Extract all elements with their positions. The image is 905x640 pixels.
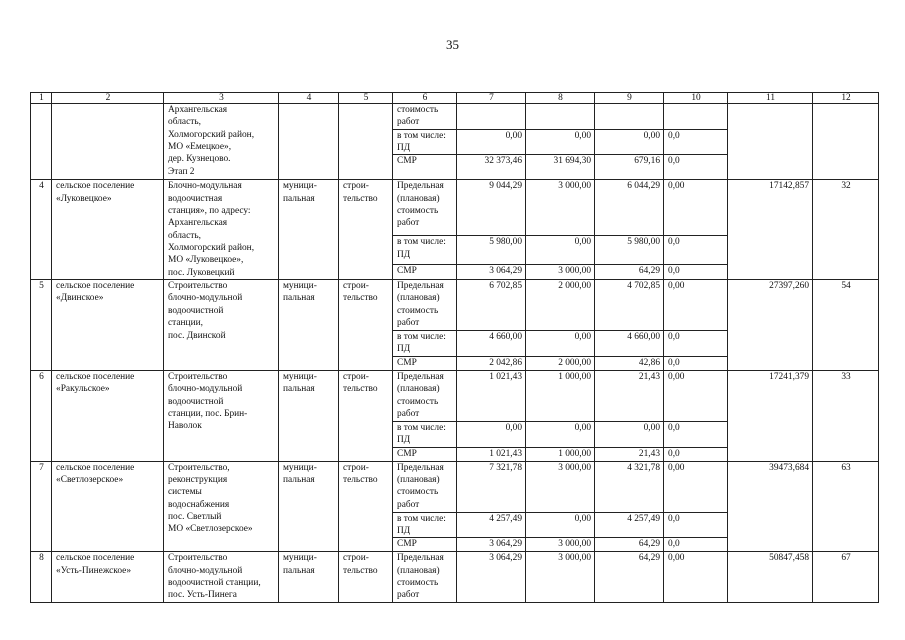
object-cell: Архангельская область, Холмогорский район, МО «Емецкое», дер. Кузнецово. Этап 2	[164, 104, 279, 180]
capacity-cell: 33	[813, 370, 879, 461]
cost-label-cell: в том числе: ПД	[393, 331, 457, 357]
value-cell: 4 702,85	[595, 280, 664, 331]
header-cell: 2	[52, 93, 164, 104]
object-cell: Строительство, реконструкция системы водоснабжения пос. Светлый МО «Светлозерское»	[164, 461, 279, 552]
value-cell: 679,16	[595, 155, 664, 180]
table-row	[31, 370, 879, 421]
work-type-cell: строи- тельство	[339, 180, 393, 280]
settlement-cell: сельское поселение «Двинское»	[52, 280, 164, 371]
cost-label-cell: СМР	[393, 264, 457, 279]
value-cell: 3 000,00	[526, 180, 595, 236]
table-row	[31, 461, 879, 512]
value-cell: 64,29	[595, 552, 664, 603]
value-cell: 3 064,29	[457, 552, 526, 603]
settlement-cell: сельское поселение «Ракульское»	[52, 370, 164, 461]
cost-label-cell: в том числе: ПД	[393, 236, 457, 264]
value-cell: 0,0	[664, 421, 728, 447]
value-cell: 4 257,49	[457, 512, 526, 538]
value-cell: 0,0	[664, 331, 728, 357]
work-type-cell: строи- тельство	[339, 552, 393, 603]
value-cell: 6 702,85	[457, 280, 526, 331]
value-cell: 1 021,43	[457, 370, 526, 421]
value-cell: 4 257,49	[595, 512, 664, 538]
object-cell: Строительство блочно-модульной водоочистной станции, пос. Брин- Наволок	[164, 370, 279, 461]
capacity-cell: 67	[813, 552, 879, 603]
row-number-cell: 6	[31, 370, 52, 461]
capacity-cell: 54	[813, 280, 879, 371]
value-cell: 0,00	[526, 331, 595, 357]
value-cell: 0,0	[664, 512, 728, 538]
value-cell: 0,0	[664, 538, 728, 552]
value-cell: 31 694,30	[526, 155, 595, 180]
value-cell: 0,00	[664, 180, 728, 236]
value-cell: 1 021,43	[457, 447, 526, 461]
unit-cost-cell: 27397,260	[728, 280, 813, 371]
page-number: 35	[446, 37, 459, 52]
cost-label-cell: СМР	[393, 155, 457, 180]
value-cell: 0,00	[595, 129, 664, 155]
value-cell: 0,0	[664, 129, 728, 155]
value-cell: 0,00	[664, 461, 728, 512]
value-cell: 0,00	[664, 552, 728, 603]
value-cell: 2 000,00	[526, 356, 595, 370]
value-cell: 1 000,00	[526, 370, 595, 421]
settlement-cell: сельское поселение «Усть-Пинежское»	[52, 552, 164, 603]
cost-label-cell: стоимость работ	[393, 104, 457, 130]
unit-cost-cell: 50847,458	[728, 552, 813, 603]
settlement-cell: сельское поселение «Светлозерское»	[52, 461, 164, 552]
value-cell: 32 373,46	[457, 155, 526, 180]
value-cell: 9 044,29	[457, 180, 526, 236]
value-cell: 3 000,00	[526, 538, 595, 552]
row-number-cell: 4	[31, 180, 52, 280]
value-cell	[664, 104, 728, 130]
value-cell: 0,00	[664, 370, 728, 421]
value-cell: 0,0	[664, 356, 728, 370]
work-type-cell: строи- тельство	[339, 461, 393, 552]
value-cell: 0,00	[526, 421, 595, 447]
unit-cost-cell	[728, 104, 813, 180]
cost-label-cell: Предельная (плановая) стоимость работ	[393, 280, 457, 331]
ownership-cell: муници- пальная	[279, 280, 339, 371]
header-cell: 8	[526, 93, 595, 104]
cost-label-cell: в том числе: ПД	[393, 129, 457, 155]
ownership-cell: муници- пальная	[279, 461, 339, 552]
value-cell: 1 000,00	[526, 447, 595, 461]
value-cell: 4 321,78	[595, 461, 664, 512]
object-cell: Строительство блочно-модульной водоочистной станции, пос. Усть-Пинега	[164, 552, 279, 603]
value-cell: 4 660,00	[457, 331, 526, 357]
value-cell: 3 000,00	[526, 552, 595, 603]
header-cell: 10	[664, 93, 728, 104]
row-number-cell: 5	[31, 280, 52, 371]
capacity-cell: 63	[813, 461, 879, 552]
value-cell: 0,0	[664, 155, 728, 180]
value-cell: 0,00	[457, 129, 526, 155]
header-cell: 7	[457, 93, 526, 104]
value-cell	[457, 104, 526, 130]
value-cell: 0,00	[457, 421, 526, 447]
cost-label-cell: Предельная (плановая) стоимость работ	[393, 461, 457, 512]
ownership-cell: муници- пальная	[279, 552, 339, 603]
value-cell: 64,29	[595, 538, 664, 552]
ownership-cell: муници- пальная	[279, 180, 339, 280]
table-row	[31, 104, 879, 130]
header-cell: 12	[813, 93, 879, 104]
table-row	[31, 552, 879, 603]
unit-cost-cell: 17241,379	[728, 370, 813, 461]
value-cell: 0,00	[526, 236, 595, 264]
investment-table	[30, 92, 879, 603]
value-cell: 21,43	[595, 370, 664, 421]
value-cell: 64,29	[595, 264, 664, 279]
value-cell: 0,00	[526, 512, 595, 538]
header-row	[31, 93, 879, 104]
ownership-cell	[279, 104, 339, 180]
header-cell: 6	[393, 93, 457, 104]
work-type-cell: строи- тельство	[339, 280, 393, 371]
header-cell: 3	[164, 93, 279, 104]
cost-label-cell: Предельная (плановая) стоимость работ	[393, 552, 457, 603]
work-type-cell	[339, 104, 393, 180]
row-number-cell: 7	[31, 461, 52, 552]
value-cell: 42,86	[595, 356, 664, 370]
value-cell: 21,43	[595, 447, 664, 461]
header-cell: 5	[339, 93, 393, 104]
cost-label-cell: СМР	[393, 538, 457, 552]
value-cell: 0,0	[664, 236, 728, 264]
value-cell: 5 980,00	[595, 236, 664, 264]
header-cell: 9	[595, 93, 664, 104]
ownership-cell: муници- пальная	[279, 370, 339, 461]
header-cell: 1	[31, 93, 52, 104]
row-number-cell	[31, 104, 52, 180]
header-cell: 4	[279, 93, 339, 104]
object-cell: Блочно-модульная водоочистная станция», по адресу: Архангельская область, Холмогорский район, МО «Луковецкое», пос. Луковецкий	[164, 180, 279, 280]
object-cell: Строительство блочно-модульной водоочистной станции, пос. Двинской	[164, 280, 279, 371]
value-cell: 3 000,00	[526, 461, 595, 512]
cost-label-cell: Предельная (плановая) стоимость работ	[393, 180, 457, 236]
value-cell: 2 000,00	[526, 280, 595, 331]
value-cell: 0,00	[664, 280, 728, 331]
cost-label-cell: СМР	[393, 447, 457, 461]
unit-cost-cell: 39473,684	[728, 461, 813, 552]
value-cell: 3 064,29	[457, 538, 526, 552]
value-cell: 3 064,29	[457, 264, 526, 279]
row-number-cell: 8	[31, 552, 52, 603]
table-row	[31, 180, 879, 236]
header-cell: 11	[728, 93, 813, 104]
value-cell: 0,00	[526, 129, 595, 155]
value-cell: 0,00	[595, 421, 664, 447]
cost-label-cell: в том числе: ПД	[393, 421, 457, 447]
settlement-cell	[52, 104, 164, 180]
cost-label-cell: Предельная (плановая) стоимость работ	[393, 370, 457, 421]
value-cell: 5 980,00	[457, 236, 526, 264]
value-cell	[595, 104, 664, 130]
cost-label-cell: СМР	[393, 356, 457, 370]
value-cell: 0,0	[664, 264, 728, 279]
value-cell: 3 000,00	[526, 264, 595, 279]
capacity-cell	[813, 104, 879, 180]
settlement-cell: сельское поселение «Луковецкое»	[52, 180, 164, 280]
value-cell: 6 044,29	[595, 180, 664, 236]
table-row	[31, 280, 879, 331]
value-cell: 7 321,78	[457, 461, 526, 512]
capacity-cell: 32	[813, 180, 879, 280]
value-cell: 4 660,00	[595, 331, 664, 357]
value-cell: 2 042,86	[457, 356, 526, 370]
work-type-cell: строи- тельство	[339, 370, 393, 461]
value-cell	[526, 104, 595, 130]
value-cell: 0,0	[664, 447, 728, 461]
cost-label-cell: в том числе: ПД	[393, 512, 457, 538]
unit-cost-cell: 17142,857	[728, 180, 813, 280]
